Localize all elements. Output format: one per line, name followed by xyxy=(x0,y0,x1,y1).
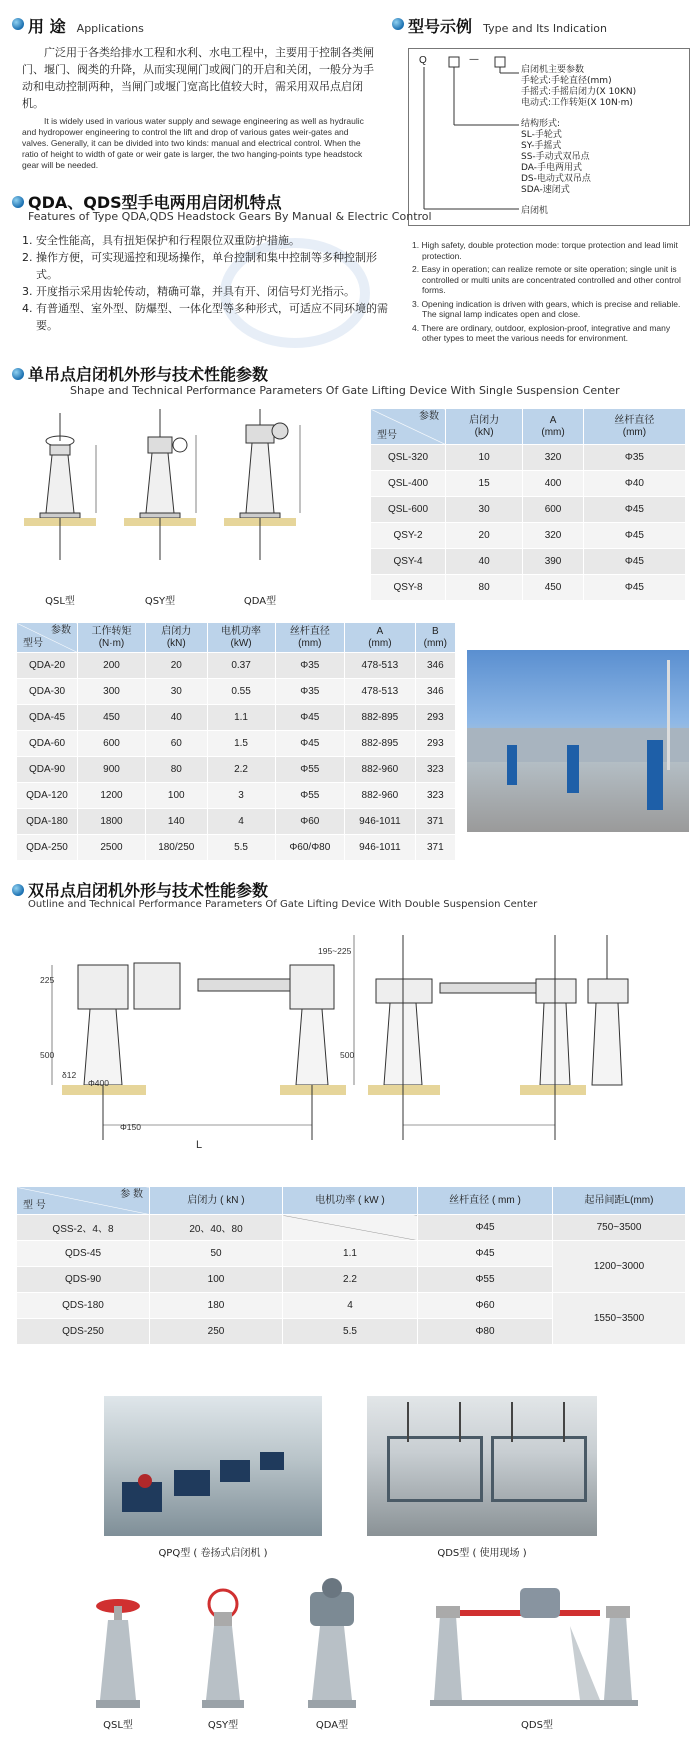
qda-params-table xyxy=(16,622,456,861)
site-photo-pole xyxy=(667,660,670,770)
table-header-row xyxy=(371,409,686,445)
qda-drawing-label: QDA型 xyxy=(243,596,277,607)
table-row: QSL-400 15 400 Φ40 xyxy=(371,471,686,497)
table-header: 电机功率 ( kW ) xyxy=(283,1187,418,1215)
qpq-photo-machine xyxy=(220,1460,250,1482)
table-row: QDS-250 250 5.5 Φ80 xyxy=(17,1319,686,1345)
table-row: QDA-20 200 20 0.37 Φ35 478-513 346 xyxy=(17,653,456,679)
table-row: QSY-2 20 320 Φ45 xyxy=(371,523,686,549)
dim-delta12: δ12 xyxy=(62,1070,77,1080)
empty-diagonal-cell xyxy=(283,1215,418,1241)
site-photo xyxy=(467,650,689,832)
qss-manual-drawing xyxy=(354,935,628,1140)
qds-site-frame xyxy=(491,1436,587,1502)
table-header: 丝杆直径 (mm) xyxy=(583,409,685,445)
table-row: QDA-120 1200 100 3 Φ55 882-960 323 xyxy=(17,783,456,809)
table-header-row xyxy=(17,1187,686,1215)
single-heading-en: Shape and Technical Performance Parameters Of Gate Lifting Device With Single Suspension Center xyxy=(70,384,620,397)
table-row: QDA-90 900 80 2.2 Φ55 882-960 323 xyxy=(17,757,456,783)
qsl-product-label: QSL型 xyxy=(103,1720,133,1731)
table-header: 工作转矩 (N·m) xyxy=(78,623,146,653)
table-header: A (mm) xyxy=(523,409,584,445)
double-heading-en: Outline and Technical Performance Parameters Of Gate Lifting Device With Double Suspension Center xyxy=(28,899,538,910)
qds-electric-drawing xyxy=(52,963,346,1140)
table-row: QDA-180 1800 140 4 Φ60 946-1011 371 xyxy=(17,809,456,835)
table-header: A (mm) xyxy=(345,623,416,653)
features-list-en: 1. High safety, double protection mode: torque protection and lead limit protection. 2. Easy in operation; can realize remote or site operation; single unit is controlled or multi units are concentrated controlled and other control forms. 3. Opening indication is driven with gears, which is precise and reliable. The signal lamp indicates open and close. 4. There are ordinary, outdoor, explosion-proof, integrative and many other types to meet the various needs for environment. xyxy=(412,240,681,343)
type-machine-label: 启闭机 xyxy=(521,206,549,216)
single-params-table xyxy=(370,408,686,601)
table-header: 启闭力 (kN) xyxy=(145,623,207,653)
dim-195-225: 195~225 xyxy=(318,946,352,956)
table-row: QSL-600 30 600 Φ45 xyxy=(371,497,686,523)
table-row: QDA-45 450 40 1.1 Φ45 882-895 293 xyxy=(17,705,456,731)
site-photo-device xyxy=(567,745,579,793)
qds-product-label: QDS型 xyxy=(521,1720,553,1731)
type-structure-forms: 结构形式: SL-手轮式 SY-手摇式 SS-手动式双吊点 DA-手电两用式 DS-电动式双吊点 SDA-速闭式 xyxy=(521,119,591,195)
type-indication-heading: 型号示例 Type and Its Indication xyxy=(408,17,607,36)
qds-product-icon xyxy=(430,1588,638,1706)
qsl-drawing-label: QSL型 xyxy=(45,596,75,607)
qda-product-label: QDA型 xyxy=(315,1720,349,1731)
qda-product-icon xyxy=(308,1578,356,1708)
site-photo-device xyxy=(507,745,517,785)
section-bullet-icon xyxy=(12,18,24,30)
table-row: QSY-4 40 390 Φ45 xyxy=(371,549,686,575)
section-bullet-icon xyxy=(12,368,24,380)
table-header: 启闭力 ( kN ) xyxy=(150,1187,283,1215)
table-corner-cell: 参 数 型 号 xyxy=(17,1187,150,1215)
product-photos xyxy=(0,1566,700,1726)
table-header: 启闭力 (kN) xyxy=(446,409,523,445)
applications-paragraph-cn: 广泛用于各类给排水工程和水利、水电工程中，主要用于控制各类闸门、堰门、阀类的升降，从而实现闸门或阀门的开启和关闭，一般分为手动和电动控制两种，当闸门或堰门宽高比值较大时，需采用双吊点启闭机。 xyxy=(22,46,374,110)
table-header: 电机功率 (kW) xyxy=(207,623,275,653)
table-header: 丝杆直径 (mm) xyxy=(275,623,345,653)
qsy-product-icon xyxy=(202,1590,244,1708)
table-row: QDS-90 100 2.2 Φ55 xyxy=(17,1267,686,1293)
qsy-drawing xyxy=(124,409,196,560)
qds-site-rod xyxy=(511,1402,513,1442)
qpq-photo xyxy=(104,1396,322,1536)
qpq-photo-red-drum xyxy=(138,1474,152,1488)
single-drawings xyxy=(10,405,340,595)
qpq-photo-machine xyxy=(174,1470,210,1496)
single-heading-cn: 单吊点启闭机外形与技术性能参数 xyxy=(28,365,269,384)
table-row: QDA-30 300 30 0.55 Φ35 478-513 346 xyxy=(17,679,456,705)
table-row: QSY-8 80 450 Φ45 xyxy=(371,575,686,601)
qds-site-rod xyxy=(563,1402,565,1442)
table-row: QDA-60 600 60 1.5 Φ45 882-895 293 xyxy=(17,731,456,757)
qpq-caption: QPQ型 ( 卷扬式启闭机 ) xyxy=(158,1548,268,1559)
dim-225: 225 xyxy=(40,975,55,985)
table-header: 丝杆直径 ( mm ) xyxy=(418,1187,553,1215)
qsy-drawing-label: QSY型 xyxy=(144,596,176,607)
double-params-table xyxy=(16,1186,686,1345)
table-row: QDS-45 50 1.1 Φ45 1200~3000 xyxy=(17,1241,686,1267)
section-bullet-icon xyxy=(392,18,404,30)
dim-phi150: Φ150 xyxy=(120,1122,141,1132)
qpq-photo-machine xyxy=(260,1452,284,1470)
section-bullet-icon xyxy=(12,884,24,896)
qds-site-caption: QDS型 ( 使用现场 ) xyxy=(437,1548,527,1559)
dim-L: L xyxy=(196,1139,203,1151)
features-heading-cn: QDA、QDS型手电两用启闭机特点 xyxy=(28,193,282,212)
section-bullet-icon xyxy=(12,196,24,208)
qds-site-rod xyxy=(459,1402,461,1442)
applications-heading: 用 途 Applications xyxy=(28,17,144,36)
dim-500: 500 xyxy=(40,1050,55,1060)
features-list-cn: 1. 安全性能高，具有扭矩保护和行程限位双重防护措施。 2. 操作方便，可实现遥控和现场操作，单台控制和集中控制等多种控制形式。 3. 开度指示采用齿轮传动，精确可靠，并具有开、闭信号灯光指示。 4. 有普通型、室外型、防爆型、一体化型等多种形式，可适应不同环境的需要。 xyxy=(22,234,388,332)
table-row: QSL-320 10 320 Φ35 xyxy=(371,445,686,471)
qds-site-rod xyxy=(407,1402,409,1442)
dim-500b: 500 xyxy=(340,1050,355,1060)
applications-paragraph-en: It is widely used in various water supply and sewage engineering as well as hydraulic and hydropower engineering to control the lift and drop of various gates weir-gates and valves. Generally, it can be divided into two kinds: manual and electrical control. When the ratio of height to width of gate or weir gate is larger, the two hanging-points type headstock gear will be needed. xyxy=(22,116,364,170)
table-corner-cell: 参数 型号 xyxy=(17,623,78,653)
qsl-product-icon xyxy=(96,1599,140,1708)
dim-phi400: Φ400 xyxy=(88,1078,109,1088)
table-row: QDS-180 180 4 Φ60 1550~3500 xyxy=(17,1293,686,1319)
table-header: B (mm) xyxy=(415,623,455,653)
type-main-params: 启闭机主要参数 手轮式:手轮直径(mm) 手摇式:手摇启闭力(X 10KN) 电动式:工作转矩(X 10N·m) xyxy=(521,65,637,108)
site-photo-device xyxy=(647,740,663,810)
type-indication-diagram xyxy=(408,48,690,226)
qsl-drawing xyxy=(24,413,96,560)
qds-site-photo xyxy=(367,1396,597,1536)
qds-site-frame xyxy=(387,1436,483,1502)
qsy-product-label: QSY型 xyxy=(207,1720,239,1731)
table-corner-cell: 参数 型号 xyxy=(371,409,446,445)
qda-drawing xyxy=(224,409,300,560)
type-code-letter: Q xyxy=(419,55,427,66)
double-heading-cn: 双吊点启闭机外形与技术性能参数 xyxy=(28,881,269,900)
type-code-dash: — xyxy=(469,54,479,65)
table-row: QDA-250 2500 180/250 5.5 Φ60/Φ80 946-1011 371 xyxy=(17,835,456,861)
table-header: 起吊间距L(mm) xyxy=(553,1187,686,1215)
features-heading-en: Features of Type QDA,QDS Headstock Gears By Manual & Electric Control xyxy=(28,210,432,223)
table-row: QSS-2、4、8 20、40、80 Φ45 750~3500 xyxy=(17,1215,686,1241)
table-header-row xyxy=(17,623,456,653)
